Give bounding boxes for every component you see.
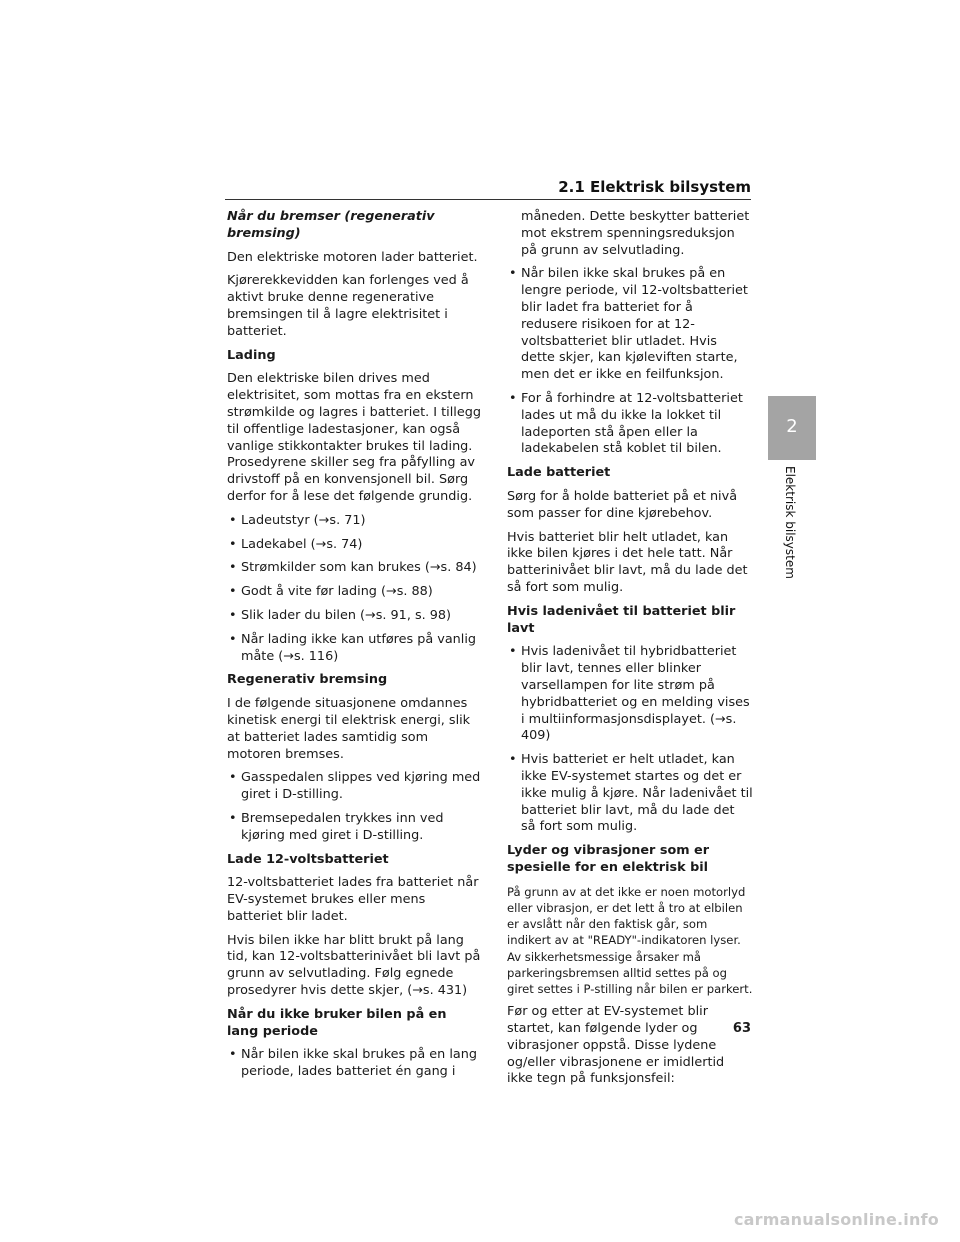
paragraph: Før og etter at EV-systemet blir startet, kan følgende lyder og vibrasjoner oppstå. Disse lydene og/eller vibrasjonene er imidlertid ikke tegn på funksjonsfeil: — [507, 1004, 725, 1087]
list-item: • Når bilen ikke skal brukes på en lengre periode, vil 12-voltsbatteriet blir ladet fra batteriet for å redusere risikoen for at 12-voltsbatteriet blir utladet. Hvis dette skjer, kan kjøleviften starte, men det er ikke en feilfunksjon. — [507, 266, 753, 384]
sounds-vibrations-heading: Lyder og vibrasjoner som er spesielle for en elektrisk bil — [507, 843, 710, 875]
list-item: • For å forhindre at 12-voltsbatteriet lades ut må du ikke la lokket til ladeporten stå åpen eller la ladekabelen stå koblet til bilen. — [507, 391, 753, 458]
list-item: • Ladeutstyr (→s. 71) — [227, 513, 481, 530]
list-item: • Når bilen ikke skal brukes på en lang periode, lades batteriet én gang i — [227, 1047, 481, 1081]
list-item: • Ladekabel (→s. 74) — [227, 537, 481, 554]
charging-list — [227, 513, 481, 666]
list-item: • Hvis batteriet er helt utladet, kan ikke EV-systemet startes og det er ikke mulig å kjøre. Når ladenivået til batteriet blir lavt, må du lade det så fort som mulig. — [507, 752, 753, 836]
header-divider — [225, 199, 751, 200]
paragraph: Kjørerekkevidden kan forlenges ved å aktivt bruke denne regenerative bremsingen til å lagre elektrisitet i batteriet. — [227, 273, 469, 339]
charge-battery-heading: Lade batteriet — [507, 465, 611, 481]
paragraph: Sørg for å holde batteriet på et nivå som passer for dine kjørebehov. — [507, 488, 738, 521]
paragraph: Den elektriske bilen drives med elektrisitet, som mottas fra en ekstern strømkilde og lagres i batteriet. I tillegg til offentlige ladestasjoner, kan også vanlige stikkontakter brukes til lading. Prosedyrene skiller seg fra påfylling av drivstoff på en konvensjonell bil. Sørg derfor for å lese det følgende grundig. — [227, 371, 481, 504]
list-item: • Når lading ikke kan utføres på vanlig måte (→s. 116) — [227, 632, 481, 666]
low-charge-list — [507, 644, 753, 836]
list-item: • Strømkilder som kan brukes (→s. 84) — [227, 560, 481, 577]
long-period-heading: Når du ikke bruker bilen på en lang periode — [227, 1006, 447, 1039]
list-item: • Hvis ladenivået til hybridbatteriet blir lavt, tennes eller blinker varsellampen for lite strøm på hybridbatteriet og en melding vises i multiinformasjonsdisplayet. (→s. 409) — [507, 644, 753, 745]
page-number: 63 — [732, 1021, 751, 1036]
list-item: • Godt å vite før lading (→s. 88) — [227, 584, 481, 601]
chapter-label: Elektrisk bilsystem — [783, 466, 797, 579]
list-item: • Gasspedalen slippes ved kjøring med giret i D-stilling. — [227, 770, 481, 804]
paragraph: Hvis batteriet blir helt utladet, kan ikke bilen kjøres i det hele tatt. Når batterinivået blir lavt, må du lade det så fort som mulig. — [507, 529, 748, 595]
list-item: • Bremsepedalen trykkes inn ved kjøring med giret i D-stilling. — [227, 811, 481, 845]
paragraph: På grunn av at det ikke er noen motorlyd eller vibrasjon, er det lett å tro at elbilen er avslått når den faktisk går, som indikert av at "READY"-indikatoren lyser. Av sikkerhetsmessige årsaker må parkeringsbremsen alltid settes på og giret settes i P-stilling når bilen er parkert. — [507, 884, 753, 996]
paragraph: 12-voltsbatteriet lades fra batteriet når EV-systemet brukes eller mens batteriet blir ladet. — [227, 875, 479, 924]
section-header-title: 2.1 Elektrisk bilsystem — [558, 178, 751, 196]
chapter-tab — [768, 396, 816, 460]
chapter-number: 2 — [786, 416, 798, 437]
paragraph: I de følgende situasjonene omdannes kinetisk energi til elektrisk energi, slik at batteriet lades samtidig som motoren bremses. — [227, 696, 471, 762]
list-item: • Slik lader du bilen (→s. 91, s. 98) — [227, 608, 481, 625]
paragraph: Den elektriske motoren lader batteriet. — [227, 249, 478, 265]
charge-12v-heading: Lade 12-voltsbatteriet — [227, 851, 389, 867]
watermark-text: carmanualsonline.info — [734, 1210, 939, 1229]
low-charge-heading: Hvis ladenivået til batteriet blir lavt — [507, 603, 736, 636]
left-column — [227, 209, 481, 1088]
paragraph: Hvis bilen ikke har blitt brukt på lang tid, kan 12-voltsbatterinivået bli lavt på grunn av selvutlading. Følg egnede prosedyrer hvis dette skjer, (→s. 431) — [227, 932, 481, 999]
regenerative-list — [227, 770, 481, 844]
list-item-continuation: måneden. Dette beskytter batteriet mot ekstrem spenningsreduksjon på grunn av selvutlading. — [521, 209, 750, 258]
regenerative-braking-heading: Regenerativ bremsing — [227, 672, 388, 688]
long-period-list — [227, 1047, 481, 1081]
charging-heading: Lading — [227, 347, 276, 363]
regen-braking-heading: Når du bremser (regenerativ bremsing) — [227, 209, 435, 241]
right-column — [507, 209, 753, 1095]
long-period-list-continued — [507, 266, 753, 458]
